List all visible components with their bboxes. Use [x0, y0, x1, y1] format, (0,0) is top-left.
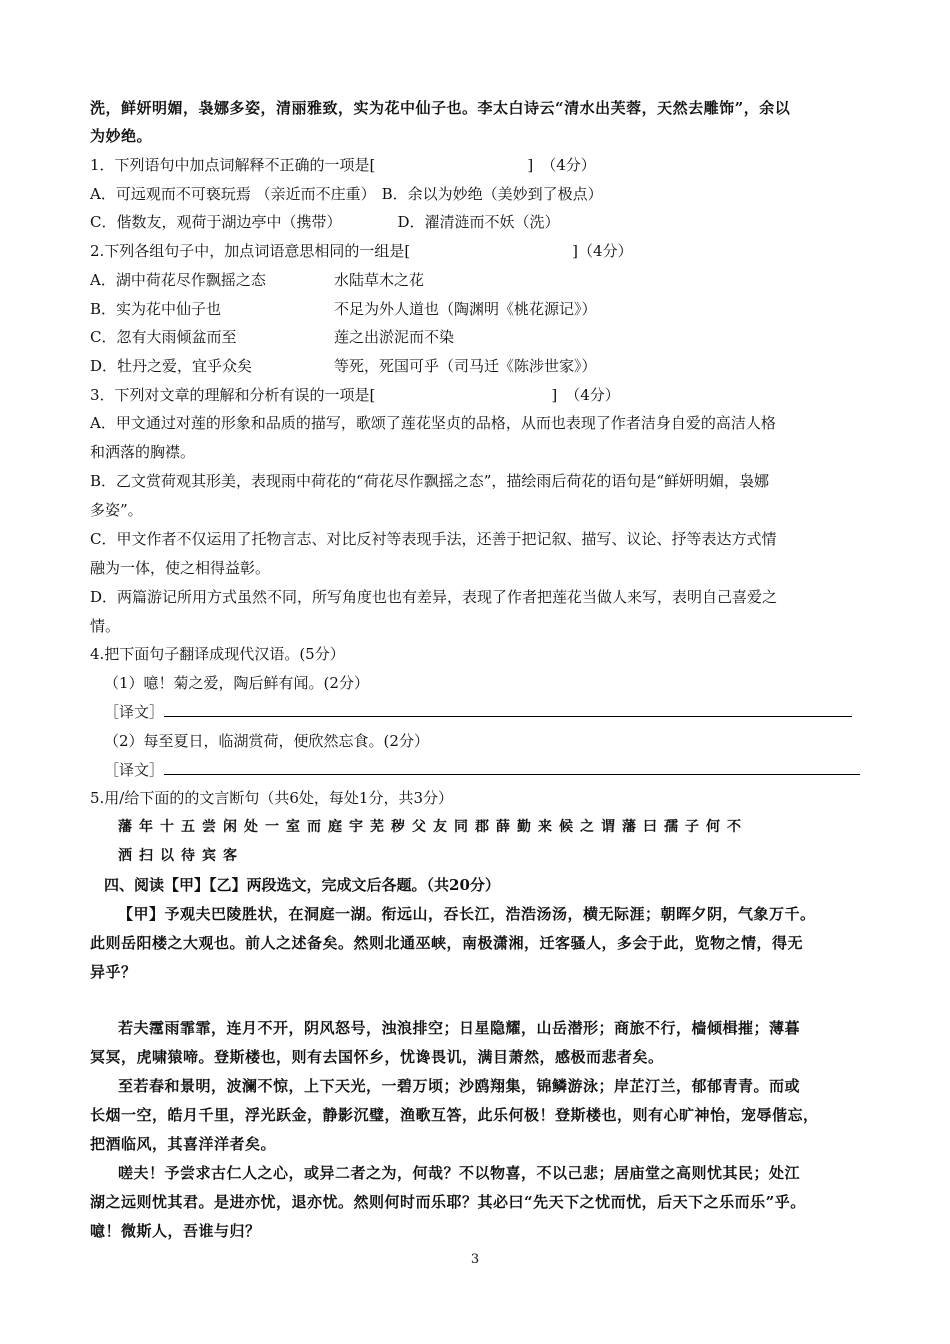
- q4-translation-1-label: ［译文］: [104, 703, 165, 721]
- q5-text-line-2: 洒扫以待宾客: [118, 848, 244, 864]
- q4-translation-2-label: ［译文］: [104, 761, 165, 779]
- passage-p1-line1: 【甲】予观夫巴陵胜状，在洞庭一湖。衔远山，吞长江，浩浩汤汤，横无际涯；朝晖夕阴，气象万千。: [118, 905, 816, 923]
- q2-option-d: [90, 356, 252, 376]
- q1-bracket-close: ]: [527, 156, 534, 174]
- q1-option-d: D．濯清涟而不妖（洗）: [397, 213, 560, 231]
- passage-p4-line3: 噫！微斯人，吾谁与归？: [90, 1222, 261, 1240]
- passage-p4-line2: 湖之远则忧其君。是进亦忧，退亦忧。然则何时而乐耶？其必曰“先天下之忧而忧，后天下之乐而乐”乎。: [90, 1193, 806, 1211]
- q2-c-left: C．忽有大雨倾盆而至: [90, 328, 237, 346]
- q2-a-right: 水陆草木之花: [334, 271, 425, 289]
- passage-p3-line1: 至若春和景明，波澜不惊，上下天光，一碧万顷；沙鸥翔集，锦鳞游泳；岸芷汀兰，郁郁青青。而或: [118, 1077, 801, 1095]
- q4-stem: 4.把下面句子翻译成现代汉语。(5分）: [90, 645, 345, 663]
- q2-option-b: [90, 299, 221, 319]
- q4-translation-1: [104, 702, 852, 722]
- passage-p2-line2: 冥冥，虎啸猿啼。登斯楼也，则有去国怀乡，忧谗畏讥，满目萧然，感极而悲者矣。: [90, 1048, 664, 1066]
- q4-sentence-1: （1）噫！菊之爱，陶后鲜有闻。(2分）: [104, 674, 369, 692]
- q1-option-c: C．偕数友，观荷于湖边亭中（携带）: [90, 213, 342, 231]
- q3-option-b-line2: 多姿”。: [90, 501, 143, 519]
- intro-line-2: 为妙绝。: [90, 127, 153, 145]
- q1-option-a: A．可远观而不可亵玩焉 （亲近而不庄重）: [90, 185, 376, 203]
- q1-stem: [90, 155, 596, 175]
- q2-bracket-close: ]（4分）: [572, 242, 633, 260]
- q3-stem: [90, 385, 620, 405]
- q2-a-left: A．湖中荷花尽作飘摇之态: [90, 271, 266, 289]
- q2-c-right: 莲之出淤泥而不染: [334, 328, 455, 346]
- q3-option-d-line2: 情。: [90, 617, 121, 635]
- q1-stem-text: 1．下列语句中加点词解释不正确的一项是[: [90, 156, 376, 174]
- intro-line-1: 洗，鲜妍明媚，袅娜多姿，清丽雅致，实为花中仙子也。李太白诗云“清水出芙蓉，天然去雕饰”，余以: [90, 99, 791, 117]
- q3-option-c-line2: 融为一体，使之相得益彰。: [90, 559, 271, 577]
- q1-options-cd: [90, 212, 560, 232]
- q3-score: （4分）: [565, 386, 620, 404]
- page-number: 3: [470, 1252, 480, 1267]
- q2-d-right: 等死，死国可乎（司马迁《陈涉世家》）: [334, 357, 597, 375]
- q2-stem: [90, 241, 633, 261]
- q2-b-left: B．实为花中仙子也: [90, 300, 222, 318]
- section-4-heading: 四、阅读【甲】【乙】两段选文，完成文后各题。（共20分）: [104, 876, 500, 894]
- passage-p3-line2: 长烟一空，皓月千里，浮光跃金，静影沉璧，渔歌互答，此乐何极！登斯楼也，则有心旷神怡，宠辱偕忘，: [90, 1106, 819, 1124]
- q5-stem: 5.用/给下面的的文言断句（共6处，每处1分，共3分）: [90, 789, 453, 807]
- q2-d-left: D．牡丹之爱，宜乎众矣: [90, 357, 253, 375]
- passage-p4-line1: 嗟夫！予尝求古仁人之心，或异二者之为，何哉？不以物喜，不以己悲；居庙堂之高则忧其民；处江: [118, 1164, 801, 1182]
- passage-p1-line3: 异乎？: [90, 963, 137, 981]
- passage-p1-line2: 此则岳阳楼之大观也。前人之述备矣。然则北通巫峡，南极潇湘，迁客骚人，多会于此，览物之情，得无: [90, 934, 804, 952]
- passage-p3-line3: 把酒临风，其喜洋洋者矣。: [90, 1135, 277, 1153]
- q1-score: （4分）: [541, 156, 596, 174]
- q4-answer-line-1[interactable]: [164, 702, 852, 717]
- q1-options-ab: [90, 184, 603, 204]
- q2-stem-text: 2.下列各组句子中，加点词语意思相同的一组是[: [90, 242, 411, 260]
- q3-option-c-line1: C．甲文作者不仅运用了托物言志、对比反衬等表现手法，还善于把记叙、描写、议论、抒等表达方式情: [90, 530, 777, 548]
- q3-option-a-line1: A．甲文通过对莲的形象和品质的描写，歌颂了莲花坚贞的品格，从而也表现了作者洁身自爱的高洁人格: [90, 414, 776, 432]
- q5-text-line-1: 藩年十五尝闲处一室而庭宇芜秽父友同郡薛勤来候之谓藩曰孺子何不: [118, 819, 748, 835]
- passage-p2-line1: 若夫霪雨霏霏，连月不开，阴风怒号，浊浪排空；日星隐耀，山岳潜形；商旅不行，樯倾楫摧；薄暮: [118, 1019, 801, 1037]
- q3-bracket-close: ]: [551, 386, 558, 404]
- q3-stem-text: 3．下列对文章的理解和分析有误的一项是[: [90, 386, 376, 404]
- q3-option-d-line1: D．两篇游记所用方式虽然不同，所写角度也也有差异，表现了作者把莲花当做人来写，表明自己喜爱之: [90, 588, 778, 606]
- q3-option-a-line2: 和洒落的胸襟。: [90, 443, 196, 461]
- q4-answer-line-2[interactable]: [164, 760, 860, 775]
- q2-option-a: [90, 270, 266, 290]
- q2-b-right: 不足为外人道也（陶渊明《桃花源记》）: [334, 300, 597, 318]
- q3-option-b-line1: B．乙文赏荷观其形美，表现雨中荷花的“荷花尽作飘摇之态”，描绘雨后荷花的语句是“鲜妍明媚，袅娜: [90, 472, 770, 490]
- q4-sentence-2: （2）每至夏日，临湖赏荷，便欣然忘食。(2分）: [104, 732, 429, 750]
- q4-translation-2: [104, 760, 860, 780]
- q2-option-c: [90, 327, 236, 347]
- q1-option-b: B．余以为妙绝（美妙到了极点）: [381, 185, 603, 203]
